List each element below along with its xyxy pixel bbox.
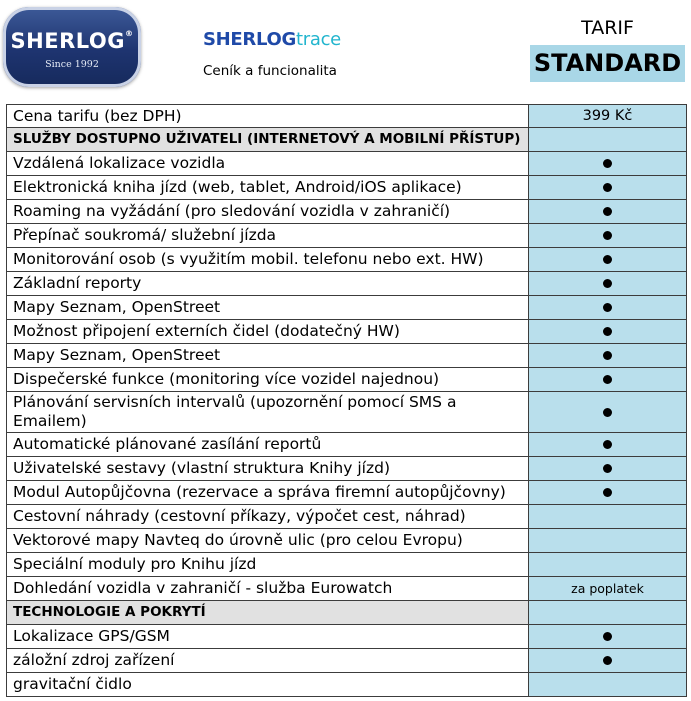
standard-tariff-cell: [529, 224, 687, 248]
product-brand: [203, 29, 341, 50]
feature-name: Možnost připojení externích čidel (dodatečný HW): [7, 320, 529, 344]
standard-tariff-cell: [529, 673, 687, 697]
standard-tariff-cell: [529, 344, 687, 368]
table-row: [7, 481, 687, 505]
table-row: [7, 368, 687, 392]
standard-tariff-cell: [529, 105, 687, 128]
standard-tariff-cell: [529, 457, 687, 481]
standard-tariff-cell: [529, 272, 687, 296]
included-bullet-icon: [603, 488, 612, 497]
section-header-row: [7, 601, 687, 625]
table-row: [7, 392, 687, 433]
logo-wordmark: SHERLOG®: [10, 29, 134, 53]
table-row: [7, 649, 687, 673]
table-row: [7, 296, 687, 320]
table-row: [7, 457, 687, 481]
feature-name: Speciální moduly pro Knihu jízd: [7, 553, 529, 577]
included-bullet-icon: [603, 159, 612, 168]
feature-name: Cestovní náhrady (cestovní příkazy, výpočet cest, náhrad): [7, 505, 529, 529]
feature-name: Elektronická kniha jízd (web, tablet, Android/iOS aplikace): [7, 176, 529, 200]
feature-name: Automatické plánované zasílání reportů: [7, 433, 529, 457]
included-bullet-icon: [603, 303, 612, 312]
price-value: 399 Kč: [582, 108, 633, 124]
brand-name-part: SHERLOG: [203, 29, 296, 50]
feature-name: Mapy Seznam, OpenStreet: [7, 344, 529, 368]
standard-tariff-cell: [529, 649, 687, 673]
feature-name: Dohledání vozidla v zahraničí - služba Eurowatch: [7, 577, 529, 601]
included-bullet-icon: [603, 207, 612, 216]
feature-name: Uživatelské sestavy (vlastní struktura Knihy jízd): [7, 457, 529, 481]
feature-name: Roaming na vyžádání (pro sledování vozidla v zahraničí): [7, 200, 529, 224]
feature-name: Modul Autopůjčovna (rezervace a správa firemní autopůjčovny): [7, 481, 529, 505]
feature-name: gravitační čidlo: [7, 673, 529, 697]
included-bullet-icon: [603, 327, 612, 336]
standard-tariff-cell: [529, 296, 687, 320]
feature-name: Plánování servisních intervalů (upozornění pomocí SMS a Emailem): [7, 392, 529, 433]
included-bullet-icon: [603, 464, 612, 473]
table-row: [7, 673, 687, 697]
included-bullet-icon: [603, 231, 612, 240]
standard-tariff-cell: [529, 152, 687, 176]
feature-name: Přepínač soukromá/ služební jízda: [7, 224, 529, 248]
table-row: [7, 529, 687, 553]
standard-tariff-cell: [529, 128, 687, 152]
feature-name: Mapy Seznam, OpenStreet: [7, 296, 529, 320]
feature-name: Lokalizace GPS/GSM: [7, 625, 529, 649]
table-row: [7, 553, 687, 577]
table-row: [7, 224, 687, 248]
table-row: [7, 272, 687, 296]
included-bullet-icon: [603, 440, 612, 449]
feature-name: Cena tarifu (bez DPH): [7, 105, 529, 128]
feature-name: Základní reporty: [7, 272, 529, 296]
brand-product-part: trace: [296, 29, 341, 50]
table-row: [7, 320, 687, 344]
standard-tariff-cell: [529, 248, 687, 272]
included-bullet-icon: [603, 279, 612, 288]
standard-tariff-cell: [529, 601, 687, 625]
feature-name: Monitorování osob (s využitím mobil. telefonu nebo ext. HW): [7, 248, 529, 272]
standard-tariff-cell: [529, 625, 687, 649]
included-bullet-icon: [603, 183, 612, 192]
standard-tariff-cell: [529, 529, 687, 553]
table-row: [7, 577, 687, 601]
feature-name: Dispečerské funkce (monitoring více vozidel najednou): [7, 368, 529, 392]
standard-tariff-cell: [529, 433, 687, 457]
standard-tariff-cell: [529, 368, 687, 392]
table-row: [7, 176, 687, 200]
standard-tariff-cell: [529, 176, 687, 200]
table-row: [7, 200, 687, 224]
standard-tariff-cell: [529, 320, 687, 344]
standard-tariff-cell: [529, 392, 687, 433]
feature-name: záložní zdroj zařízení: [7, 649, 529, 673]
feature-name: Vzdálená lokalizace vozidla: [7, 152, 529, 176]
table-row: [7, 344, 687, 368]
table-row: [7, 505, 687, 529]
included-bullet-icon: [603, 408, 612, 417]
fee-note: za poplatek: [571, 581, 644, 596]
standard-tariff-cell: [529, 553, 687, 577]
logo-since: Since 1992: [45, 59, 99, 70]
tarif-label: TARIF: [581, 17, 634, 39]
section-header-row: [7, 128, 687, 152]
pricing-table: [6, 104, 687, 697]
feature-name: Vektorové mapy Navteq do úrovně ulic (pro celou Evropu): [7, 529, 529, 553]
included-bullet-icon: [603, 255, 612, 264]
table-row: [7, 105, 687, 128]
standard-tariff-cell: [529, 481, 687, 505]
included-bullet-icon: [603, 656, 612, 665]
included-bullet-icon: [603, 351, 612, 360]
table-row: [7, 625, 687, 649]
standard-tariff-cell: [529, 577, 687, 601]
sherlog-logo: [3, 7, 141, 87]
table-row: [7, 248, 687, 272]
tarif-name: STANDARD: [530, 45, 685, 82]
page-subtitle: Ceník a funcionalita: [203, 63, 337, 79]
section-title: TECHNOLOGIE A POKRYTÍ: [7, 601, 529, 625]
standard-tariff-cell: [529, 505, 687, 529]
table-row: [7, 152, 687, 176]
included-bullet-icon: [603, 632, 612, 641]
included-bullet-icon: [603, 375, 612, 384]
standard-tariff-cell: [529, 200, 687, 224]
section-title: SLUŽBY DOSTUPNO UŽIVATELI (INTERNETOVÝ A MOBILNÍ PŘÍSTUP): [7, 128, 529, 152]
table-row: [7, 433, 687, 457]
